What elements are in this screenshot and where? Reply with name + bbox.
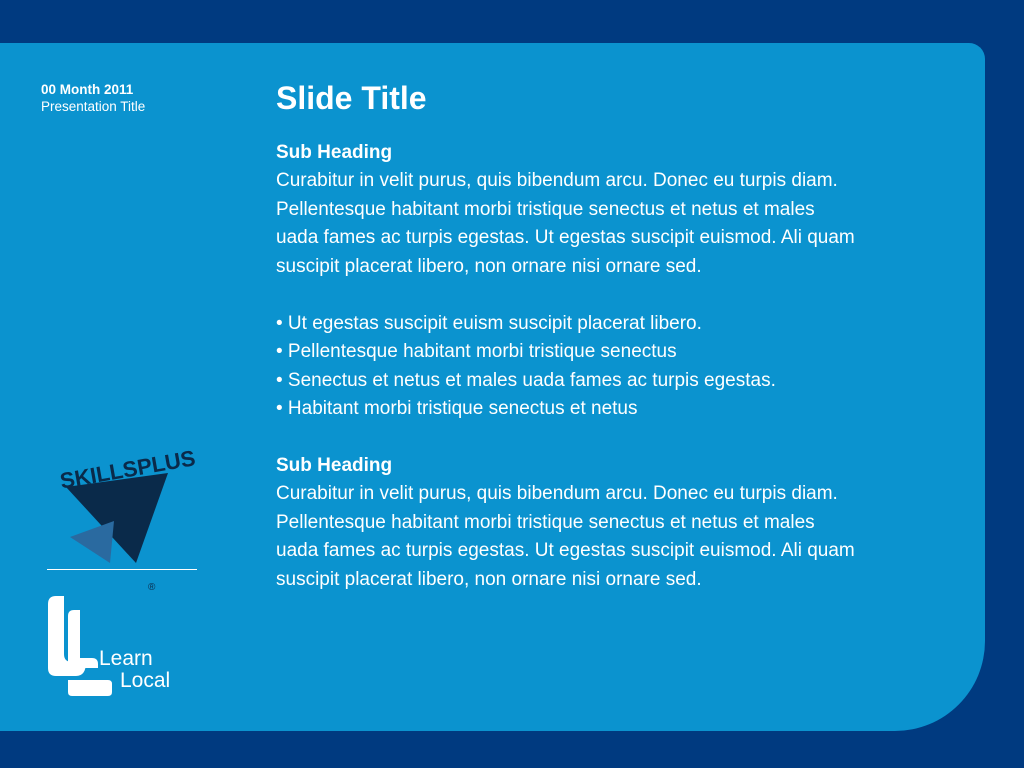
skillsplus-logo [56, 425, 198, 593]
bullet-item: • Ut egestas suscipit euism suscipit placerat libero. [276, 312, 702, 334]
bullet-item: • Senectus et netus et males uada fames ac turpis egestas. [276, 369, 776, 391]
bullet-list [276, 310, 966, 424]
slide-meta [41, 81, 145, 115]
skillsplus-wordmark: SKILLSPLUS [58, 445, 198, 494]
logo-divider [47, 569, 197, 570]
section-2-line: Curabitur in velit purus, quis bibendum arcu. Donec eu turpis diam. [276, 483, 838, 504]
learn-local-wordmark [99, 648, 170, 692]
section-1-line: Curabitur in velit purus, quis bibendum arcu. Donec eu turpis diam. [276, 170, 838, 191]
slide-panel [0, 43, 985, 731]
spacer [276, 281, 966, 310]
section-2-line: suscipit placerat libero, non ornare nisi ornare sed. [276, 568, 702, 590]
section-2 [276, 452, 966, 594]
slide-content [276, 79, 966, 594]
section-2-heading: Sub Heading [276, 455, 393, 476]
presentation-title: Presentation Title [41, 99, 146, 114]
section-1-line: Pellentesque habitant morbi tristique senectus et netus et males [276, 198, 815, 220]
learn-local-mark-2 [68, 610, 98, 668]
learn-local-line-2: Local [120, 669, 171, 692]
learn-local-line-1: Learn [99, 647, 153, 670]
spacer [276, 424, 966, 453]
bullet-item: • Pellentesque habitant morbi tristique senectus [276, 341, 677, 362]
logo-triangle-light [70, 521, 114, 563]
section-2-line: Pellentesque habitant morbi tristique senectus et netus et males [276, 511, 815, 533]
section-1 [276, 139, 966, 281]
section-2-line: uada fames ac turpis egestas. Ut egestas suscipit euismod. Ali quam [276, 540, 855, 561]
section-1-line: uada fames ac turpis egestas. Ut egestas suscipit euismod. Ali quam [276, 227, 855, 248]
section-1-line: suscipit placerat libero, non ornare nisi ornare sed. [276, 255, 702, 277]
slide-title: Slide Title [276, 80, 427, 116]
section-1-heading: Sub Heading [276, 142, 393, 163]
presentation-date: 00 Month 2011 [41, 82, 134, 97]
bullet-item: • Habitant morbi tristique senectus et netus [276, 398, 638, 419]
registered-mark: ® [148, 582, 156, 593]
